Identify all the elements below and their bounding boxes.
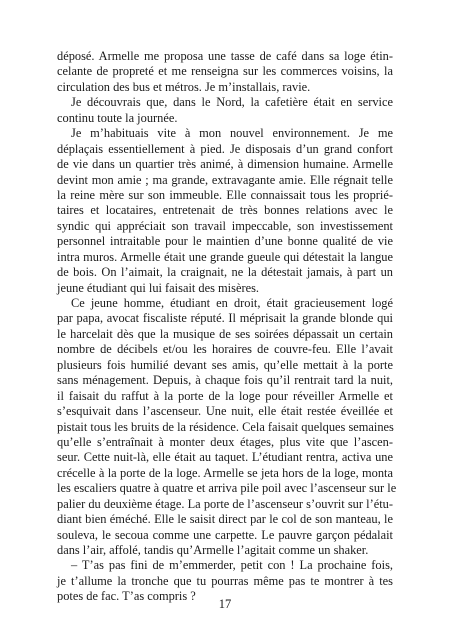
text-line: s’esquivait dans l’ascenseur. Une nuit, elle était restée éveillée et	[57, 404, 393, 419]
text-line: personnel intraitable pour le maintien d’une bonne qualité de vie	[57, 234, 393, 249]
text-line: la reine mère sur son immeuble. Elle connaissait tous les proprié-	[57, 187, 393, 202]
text-line: sans ménagement. Depuis, à chaque fois qu’il rentrait tard la nuit,	[57, 373, 393, 388]
text-line: le harcelait dès que la musique de ses soirées dépassait un certain	[57, 326, 393, 341]
text-line: Je m’habituais vite à mon nouvel environnement. Je me	[71, 126, 393, 141]
text-line: – T’as pas fini de m’emmerder, petit con ! La prochaine fois,	[71, 558, 393, 573]
text-line: par papa, avocat fiscaliste réputé. Il méprisait la grande blonde qui	[57, 311, 393, 326]
text-line: taires et locataires, entretenait de très bonnes relations avec le	[57, 203, 393, 218]
text-line: de bois. On l’aimait, la craignait, ne la détestait jamais, à part un	[57, 265, 393, 280]
text-line: il faisait du raffut à la porte de la loge pour réveiller Armelle et	[57, 388, 393, 403]
text-line: celante de propreté et me renseigna sur les commerces voisins, la	[57, 64, 393, 79]
text-line: nombre de décibels et/ou les horaires de couvre-feu. Elle l’avait	[57, 342, 393, 357]
text-line: circulation des bus et métros. Je m’installais, ravie.	[57, 79, 311, 94]
text-line: diant bien éméché. Elle le saisit direct par le col de son manteau, le	[57, 512, 393, 527]
text-line: continu toute la journée.	[57, 110, 178, 125]
text-line: palier du deuxième étage. La porte de l’ascenseur s’ouvrit sur l’étu-	[57, 496, 393, 511]
text-line: de vie dans un quartier très animé, à dimension humaine. Armelle	[57, 157, 393, 172]
page-number: 17	[218, 597, 232, 611]
text-line: je t’allume la tronche que tu pourras même pas te montrer à tes	[57, 573, 393, 588]
text-line: crécelle à la porte de la loge. Armelle se jeta hors de la loge, monta	[57, 465, 393, 480]
text-line: pistait tous les bruits de la résidence. Cela faisait quelques semaines	[57, 419, 394, 434]
text-line: déposé. Armelle me proposa une tasse de café dans sa loge étin-	[57, 49, 393, 63]
text-line: qu’elle s’entraînait à monter deux étages, plus vite que l’ascen-	[57, 434, 393, 449]
text-line: seur. Cette nuit-là, elle était au taquet. L’étudiant rentra, activa une	[57, 450, 393, 465]
text-line: jeune étudiant qui lui faisait des misères.	[57, 280, 259, 295]
text-line: déplaçais essentiellement à pied. Je disposais d’un grand confort	[57, 141, 393, 156]
text-line: dans l’air, affolé, tandis qu’Armelle l’agitait comme un shaker.	[57, 543, 369, 557]
text-line: potes de fac. T’as compris ?	[57, 589, 196, 604]
text-line: Ce jeune homme, étudiant en droit, était gracieusement logé	[71, 296, 393, 310]
body-text	[57, 49, 397, 605]
text-line: intra muros. Armelle était une grande gueule qui détestait la langue	[57, 249, 393, 264]
text-line: plusieurs fois humilié devant ses amis, qu’elle mettait à la porte	[57, 357, 393, 372]
text-line: Je découvrais que, dans le Nord, la cafetière était en service	[71, 95, 393, 110]
text-line: souleva, le secoua comme une carpette. Le pauvre garçon pédalait	[57, 527, 393, 542]
text-line: devint mon amie ; ma grande, extravagante amie. Elle régnait telle	[57, 172, 393, 187]
text-line: les escaliers quatre à quatre et arriva pile poil avec l’ascenseur sur le	[57, 481, 397, 496]
text-line: syndic qui appréciait son travail impeccable, son investissement	[57, 218, 393, 233]
